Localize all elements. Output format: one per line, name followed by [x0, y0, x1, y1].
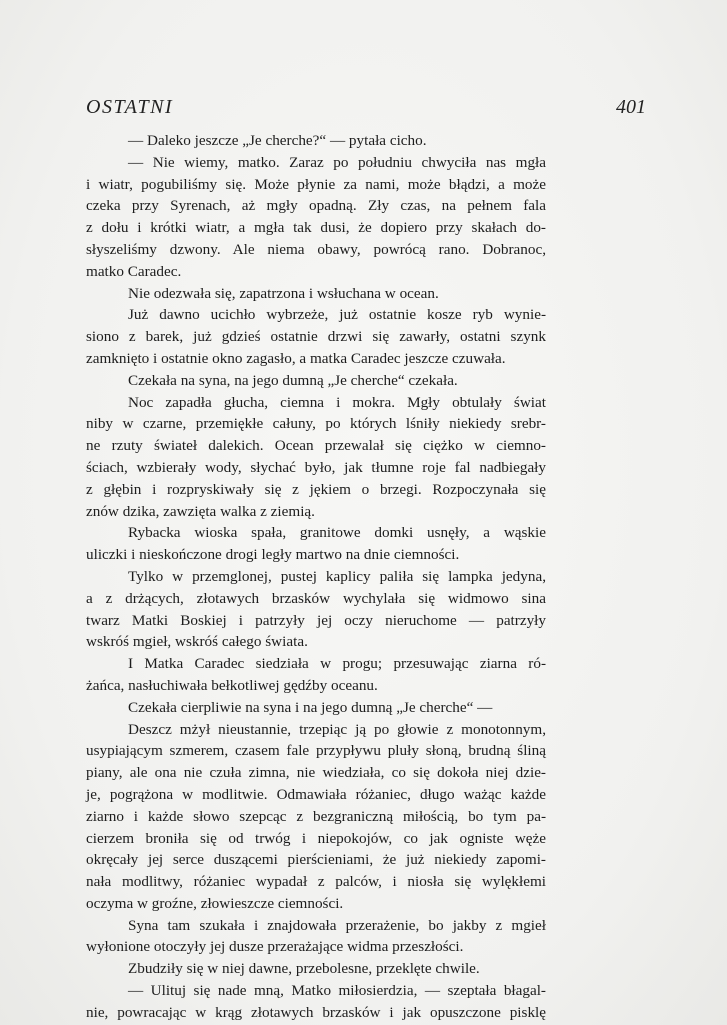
text-line: z głębin i rozpryskiwały się z jękiem o brzegi. Rozpoczynała się: [86, 480, 546, 498]
text-line: — Daleko jeszcze „Je cherche?“ — pytała cicho.: [128, 132, 427, 149]
text-line: je, pogrążona w modlitwie. Odmawiała różaniec, długo ważąc każde: [86, 785, 546, 803]
text-line: Czekała cierpliwie na syna i na jego dumną „Je cherche“ —: [128, 698, 493, 716]
text-line: czeka przy Syrenach, aż mgły opadną. Zły czas, na pełnem fala: [86, 197, 546, 215]
text-line: niby w czarne, przemiękłe całuny, po których lśniły niekiedy srebr-: [86, 415, 546, 433]
text-line: — Nie wiemy, matko. Zaraz po południu chwyciła nas mgła: [128, 153, 546, 171]
body-text: [86, 130, 546, 1024]
text-line: słyszeliśmy dzwony. Ale niema obawy, powrócą rano. Dobranoc,: [86, 240, 546, 258]
text-line: Deszcz mżył nieustannie, trzepiąc ją po głowie z monotonnym,: [128, 720, 546, 738]
text-line: Już dawno ucichło wybrzeże, już ostatnie kosze ryb wynie-: [128, 306, 546, 324]
text-line: ściach, wzbierały wody, słychać było, jak tłumne roje fal nadbiegały: [86, 458, 546, 476]
running-head: [86, 96, 646, 120]
text-line: wyłonione otoczyły jej dusze przerażające widma przeszłości.: [86, 938, 464, 956]
text-line: a z drżących, złotawych brzasków wychylała się widmowo sina: [86, 589, 546, 607]
text-line: cierzem broniła się od trwóg i niepokojów, co jak ogniste węże: [86, 829, 546, 847]
text-line: Zbudziły się w niej dawne, przebolesne, przeklęte chwile.: [128, 960, 480, 978]
text-line: usypiającym szmerem, czasem fale przypływu pluły słoną, brudną śliną: [86, 742, 546, 760]
text-line: piany, ale ona nie czuła zimna, nie wiedziała, co się dokoła niej dzie-: [86, 764, 546, 782]
text-line: ziarno i każde słowo szepcąc z bezgraniczną miłością, bo tym pa-: [86, 807, 546, 825]
text-line: siono z barek, już gdzieś ostatnie drzwi się zawarły, ostatni szynk: [86, 328, 546, 346]
text-line: Syna tam szukała i znajdowała przerażenie, bo jakby z mgieł: [128, 916, 546, 934]
text-line: okręcały jej serce duszącemi pierścieniami, że już niekiedy zapomi-: [86, 851, 546, 869]
text-line: oczyma w groźne, złowieszcze ciemności.: [86, 894, 344, 912]
text-line: — Ulituj się nade mną, Matko miłosierdzia, — szeptała błagal-: [128, 982, 546, 1000]
text-line: żańca, nasłuchiwała bełkotliwej gędźby oceanu.: [86, 676, 378, 694]
text-line: twarz Matki Boskiej i patrzyły jej oczy nieruchome — patrzyły: [86, 611, 546, 629]
running-title: OSTATNI: [86, 96, 174, 118]
text-line: z dołu i krótki wiatr, a mgła tak dusi, że dopiero przy skałach do-: [86, 219, 546, 237]
text-line: ne rzuty świateł dalekich. Ocean przewalał się ciężko w ciemno-: [86, 437, 546, 455]
text-line: nała modlitwy, różaniec wypadał z palców, i niosła się wylękłemi: [86, 873, 546, 891]
text-line: zamknięto i ostatnie okno zagasło, a matka Caradec jeszcze czuwała.: [86, 349, 506, 367]
text-line: Rybacka wioska spała, granitowe domki usnęły, a wąskie: [128, 524, 546, 542]
text-line: Nie odezwała się, zapatrzona i wsłuchana w ocean.: [128, 284, 439, 302]
text-line: wskróś mgieł, wskróś całego świata.: [86, 633, 308, 651]
text-line: znów dzika, zawzięta walka z ziemią.: [86, 502, 315, 520]
text-line: i wiatr, pogubiliśmy się. Może płynie za nami, może błądzi, a może: [86, 175, 546, 193]
text-line: I Matka Caradec siedziała w progu; przesuwając ziarna ró-: [128, 655, 546, 673]
text-line: Tylko w przemglonej, pustej kaplicy paliła się lampka jedyna,: [128, 567, 546, 585]
page-number: 401: [616, 96, 646, 118]
text-line: Noc zapadła głucha, ciemna i mokra. Mgły obtulały świat: [128, 393, 546, 411]
text-line: nie, powracając w krąg złotawych brzasków i jak opuszczone pisklę: [86, 1003, 546, 1021]
text-line: matko Caradec.: [86, 262, 182, 280]
text-line: Czekała na syna, na jego dumną „Je cherche“ czekała.: [128, 371, 458, 389]
text-line: uliczki i nieskończone drogi legły martwo na dnie ciemności.: [86, 546, 460, 564]
